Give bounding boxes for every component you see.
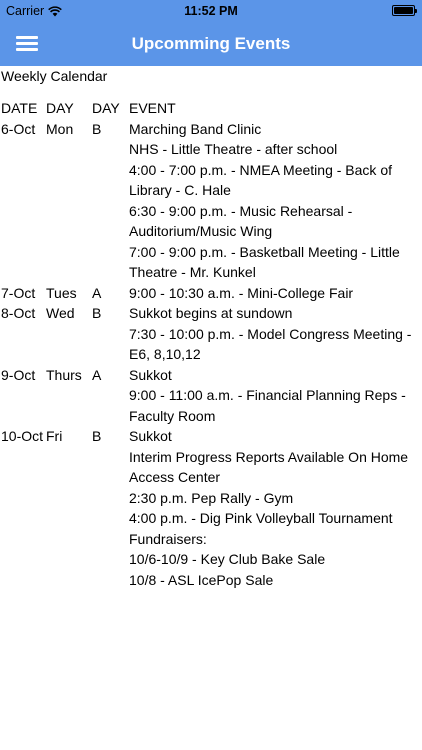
navigation-bar (0, 22, 422, 66)
event-item: Sukkot (129, 366, 172, 383)
row-rotation-day: B (92, 428, 102, 444)
event-item: Interim Progress Reports Available On Home Access Center (129, 448, 409, 485)
page-title: Upcomming Events (131, 34, 291, 53)
status-bar (0, 0, 422, 22)
event-item: Sukkot (129, 428, 172, 444)
status-time: 11:52 PM (184, 4, 238, 18)
header-rotation-day: DAY (92, 100, 120, 116)
event-item: 7:00 - 9:00 p.m. - Basketball Meeting - Little Theatre - Mr. Kunkel (129, 243, 400, 280)
event-item: 4:00 p.m. - Dig Pink Volleyball Tournament (129, 510, 393, 526)
table-row (1, 426, 421, 590)
row-rotation-day: A (92, 284, 102, 301)
table-row (1, 303, 421, 365)
row-events (129, 119, 417, 283)
row-events (129, 365, 417, 427)
event-item: NHS - Little Theatre - after school (129, 141, 338, 157)
event-item: Sukkot begins at sundown (129, 305, 293, 321)
event-item: 10/6-10/9 - Key Club Bake Sale (129, 551, 326, 567)
row-events (129, 426, 417, 590)
section-title: Weekly Calendar (1, 68, 108, 84)
table-body (1, 119, 421, 591)
row-day: Tues (46, 284, 77, 301)
row-day: Fri (46, 428, 63, 444)
row-date: 6-Oct (1, 120, 36, 137)
row-date: 10-Oct (1, 428, 44, 444)
carrier-label: Carrier (6, 4, 45, 18)
row-date: 9-Oct (1, 366, 36, 383)
event-item: 9:00 - 10:30 a.m. - Mini-College Fair (129, 284, 354, 301)
row-rotation-day: B (92, 305, 102, 321)
battery-icon (392, 5, 415, 16)
row-date: 8-Oct (1, 305, 36, 321)
row-events (129, 283, 417, 304)
row-day: Mon (46, 120, 74, 137)
header-date: DATE (1, 100, 38, 116)
weekly-calendar-table (1, 98, 421, 590)
row-rotation-day: A (92, 366, 102, 383)
event-item: 6:30 - 9:00 p.m. - Music Rehearsal - Auditorium/Music Wing (129, 202, 353, 239)
event-item: 2:30 p.m. Pep Rally - Gym (129, 489, 294, 506)
row-date: 7-Oct (1, 284, 36, 301)
header-event: EVENT (129, 100, 176, 116)
event-item: 10/8 - ASL IcePop Sale (129, 571, 274, 588)
header-day: DAY (46, 100, 74, 116)
event-item: 4:00 - 7:00 p.m. - NMEA Meeting - Back of Library - C. Hale (129, 161, 392, 198)
event-item: 9:00 - 11:00 a.m. - Financial Planning Reps - Faculty Room (129, 387, 406, 424)
event-item: Fundraisers: (129, 530, 207, 547)
table-row (1, 365, 421, 427)
event-item: 7:30 - 10:00 p.m. - Model Congress Meeting - E6, 8,10,12 (129, 325, 412, 362)
row-rotation-day: B (92, 120, 102, 137)
row-events (129, 303, 417, 365)
row-day: Thurs (46, 366, 82, 383)
table-header (1, 98, 421, 119)
table-row (1, 119, 421, 283)
event-item: Marching Band Clinic (129, 120, 262, 137)
table-row (1, 283, 421, 304)
row-day: Wed (46, 305, 75, 321)
